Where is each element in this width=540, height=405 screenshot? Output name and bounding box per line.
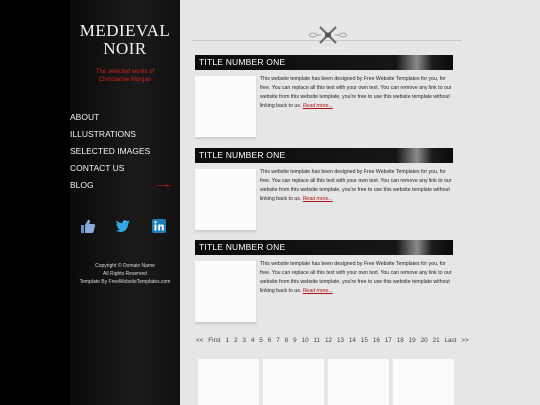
post-title-bar [195,240,453,255]
page-link-14[interactable]: 14 [348,337,356,344]
post-thumbnail[interactable] [195,169,256,230]
nav-item-illustrations[interactable]: ILLUSTRATIONS [70,129,136,139]
gallery-thumbnail[interactable] [263,359,324,405]
page-link-12[interactable]: 12 [325,337,333,344]
page-link-18[interactable]: 18 [396,337,404,344]
post-title-bar [195,55,453,70]
read-more-link[interactable]: Read more... [302,196,333,202]
footer [70,262,180,286]
main-nav [70,112,180,197]
tagline-line1: The selected works of [95,69,155,75]
post-excerpt [260,75,452,111]
nav-item-contact-us[interactable]: CONTACT US [70,163,125,173]
page-link-5[interactable]: 5 [259,337,263,344]
read-more-link[interactable]: Read more... [302,103,333,109]
nav-item-about[interactable]: ABOUT [70,112,100,122]
post-body: This website template has been designed by Free Website Templates for you, for free. You can replace all this text with your own text. You can remove any link to our website from this website template, you're free to use this website template without linking back to us. [260,261,452,294]
crossed-swords-icon [305,24,351,46]
thumbs-up-icon[interactable] [80,218,96,234]
rights-text: All Rights Reserved [103,271,147,277]
page-link-13[interactable]: 13 [336,337,344,344]
nav-item-blog[interactable]: BLOG [70,180,94,190]
post [195,148,453,238]
sidebar [70,0,180,405]
gallery-thumbnail[interactable] [328,359,389,405]
page-link-11[interactable]: 11 [313,337,321,344]
page-link-20[interactable]: 20 [420,337,428,344]
page-link-17[interactable]: 17 [384,337,392,344]
post-title[interactable]: TITLE NUMBER ONE [199,150,286,160]
pagination-first[interactable]: First [208,337,221,344]
page-link-2[interactable]: 2 [233,337,238,344]
gallery-thumbnail-row [198,359,456,405]
post-body: This website template has been designed by Free Website Templates for you, for free. You can replace all this text with your own text. You can remove any link to our website from this website template, you're free to use this website template without linking back to us. [260,169,452,202]
gallery-thumbnail[interactable] [393,359,454,405]
post-thumbnail[interactable] [195,76,256,137]
site-title-line2: NOIR [103,39,147,58]
post-excerpt [260,168,452,204]
page-link-7[interactable]: 7 [276,337,280,344]
post-title[interactable]: TITLE NUMBER ONE [199,57,286,67]
copyright-text: Copyright © Domain Name [95,263,155,269]
page-link-10[interactable]: 10 [301,337,309,344]
page-link-21[interactable]: 21 [432,337,440,344]
pagination-last[interactable]: Last [444,337,457,344]
site-logo[interactable] [70,22,180,58]
page-link-4[interactable]: 4 [250,337,255,344]
page-link-9[interactable]: 9 [293,337,297,344]
page-link-8[interactable]: 8 [284,337,289,344]
pagination [196,337,469,344]
template-credit-link[interactable]: Template By FreeWebsiteTemplates.com [79,279,171,285]
pagination-prev[interactable]: << [196,337,204,344]
page-link-1[interactable]: 1 [225,337,229,344]
post [195,55,453,145]
page-link-19[interactable]: 19 [408,337,416,344]
page-link-15[interactable]: 15 [360,337,368,344]
site-title-line1: MEDIEVAL [79,21,171,40]
social-links [70,218,180,236]
post-title-bar [195,148,453,163]
nav-item-blog-row [70,180,180,191]
sword-icon [150,184,178,187]
nav-item-selected-images[interactable]: SELECTED IMAGES [70,146,151,156]
page-link-16[interactable]: 16 [372,337,380,344]
post-title[interactable]: TITLE NUMBER ONE [199,242,286,252]
page-link-6[interactable]: 6 [267,337,272,344]
post [195,240,453,330]
read-more-link[interactable]: Read more... [302,288,333,294]
gallery-thumbnail[interactable] [198,359,259,405]
post-thumbnail[interactable] [195,261,256,322]
page-link-3[interactable]: 3 [242,337,246,344]
tagline-line2: Christianne Morgan [98,77,152,83]
post-body: This website template has been designed by Free Website Templates for you, for free. You can replace all this text with your own text. You can remove any link to our website from this website template, you're free to use this website template without linking back to us. [260,76,452,109]
pagination-next[interactable]: >> [461,337,469,344]
site-tagline [70,68,180,84]
left-edge-shade [0,0,70,405]
twitter-icon[interactable] [115,218,131,234]
post-excerpt [260,260,452,296]
linkedin-icon[interactable] [151,218,167,234]
